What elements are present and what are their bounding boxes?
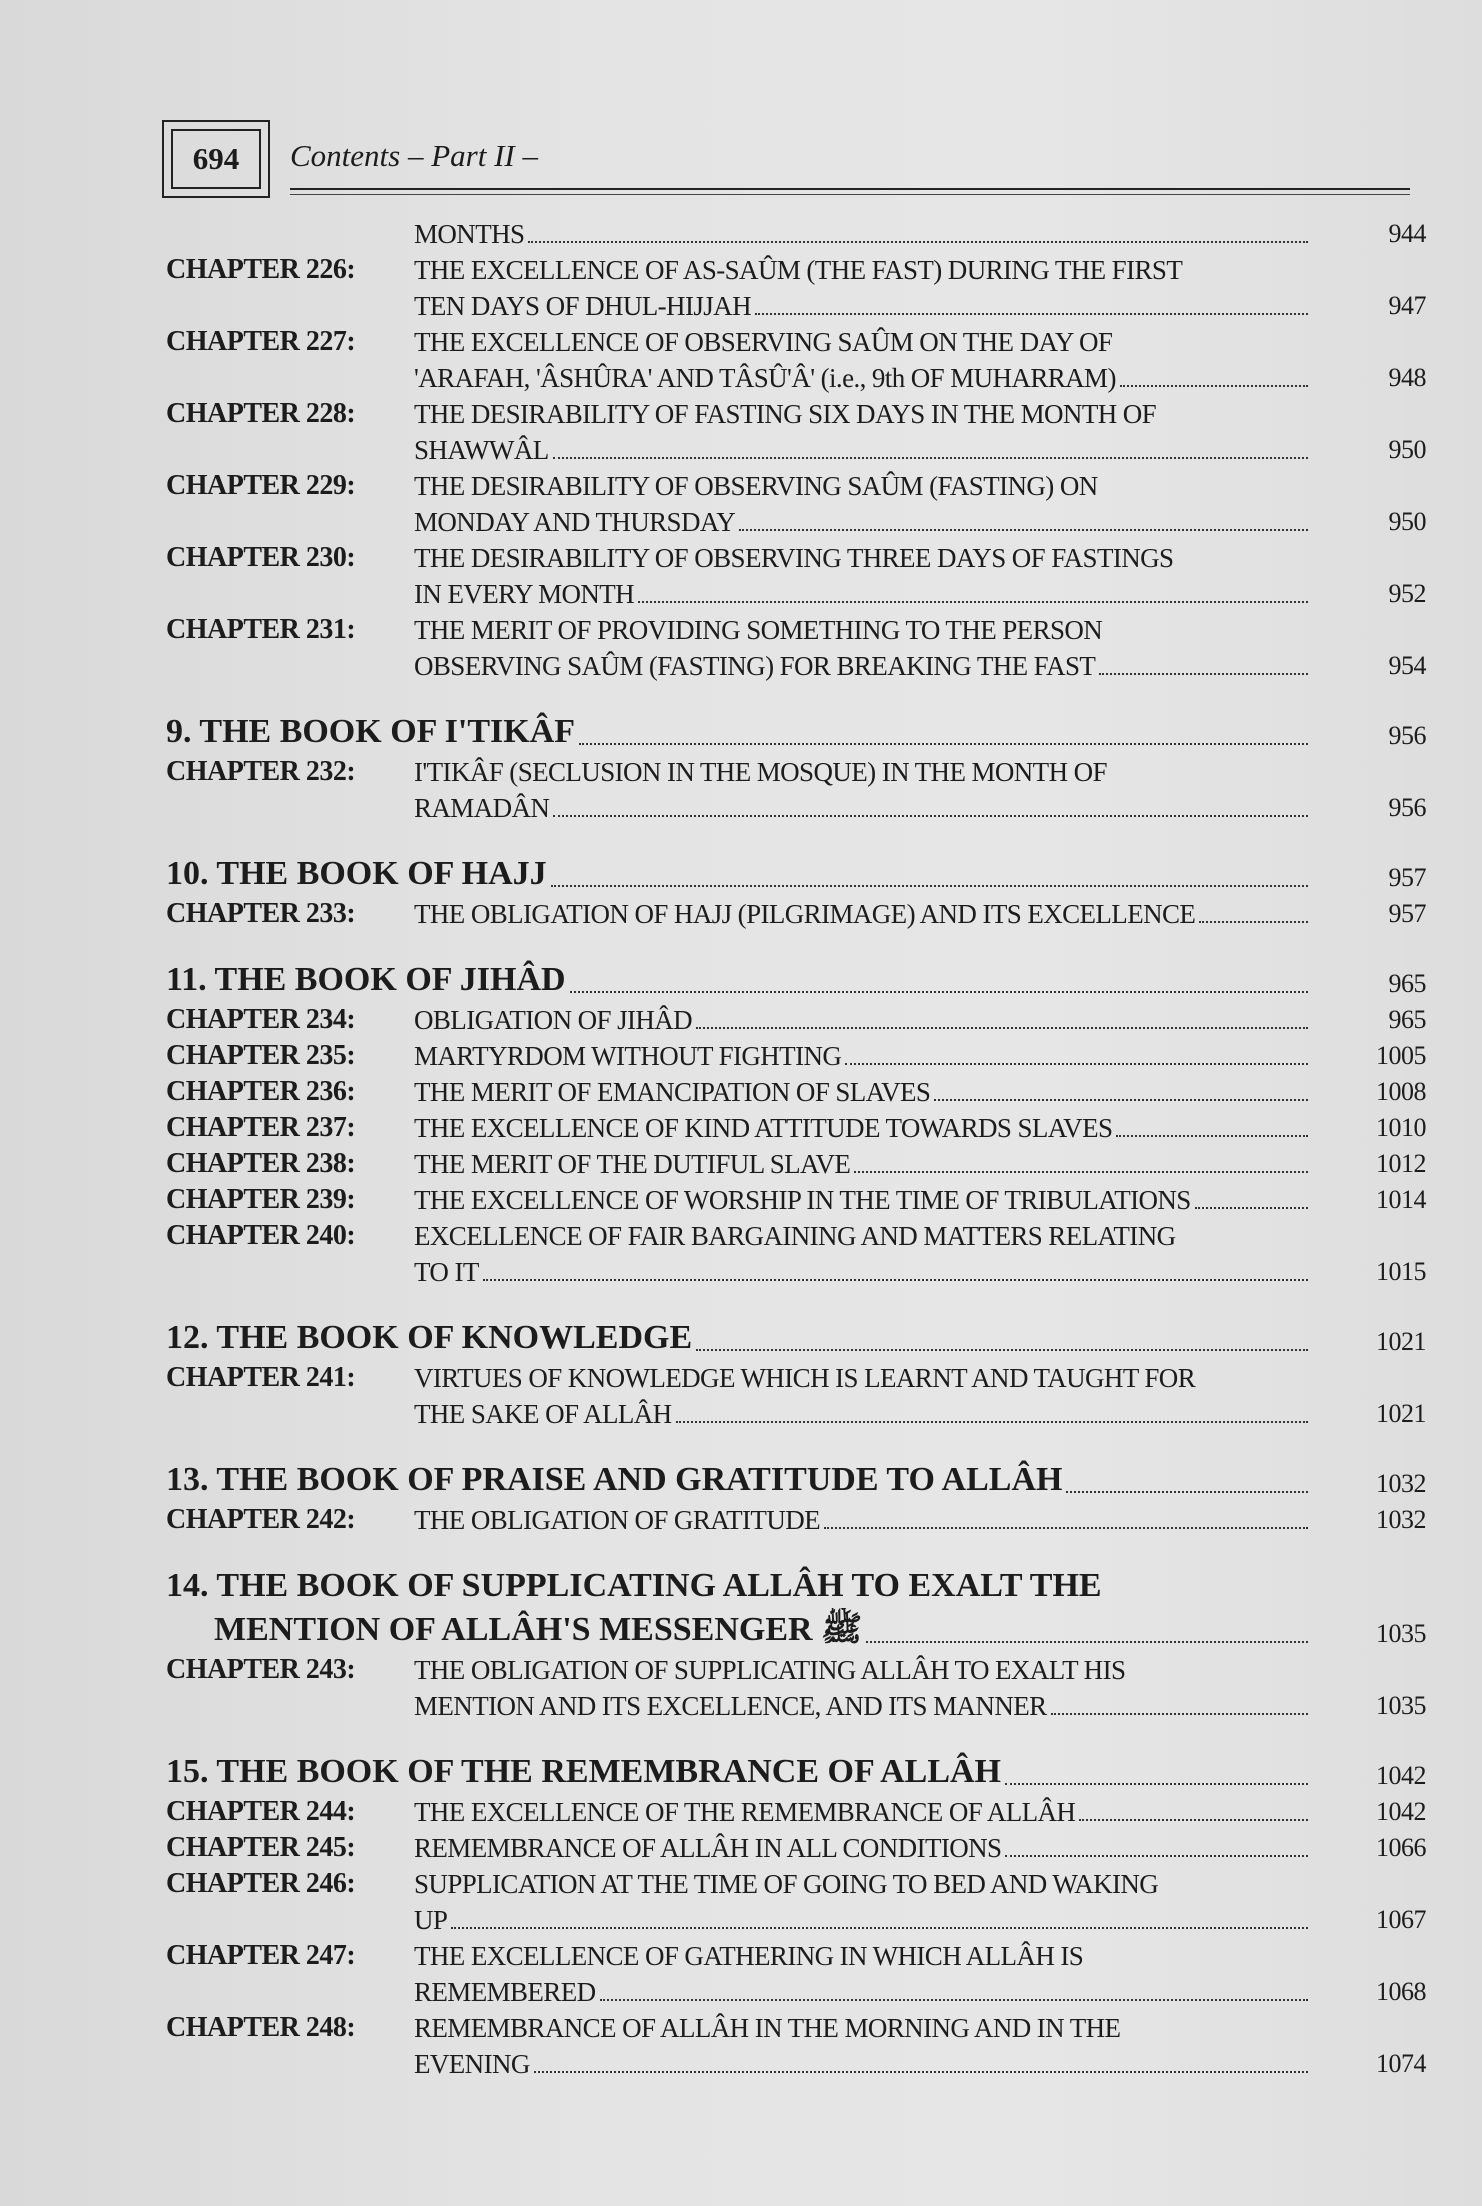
entry-title	[166, 1750, 1314, 1794]
entry-page-number: 1035	[1376, 1691, 1426, 1720]
entry-title-text: MONDAY AND THURSDAY	[414, 507, 736, 537]
entry-title-line	[414, 1110, 1314, 1146]
entry-title-text: EXCELLENCE OF FAIR BARGAINING AND MATTERS RELATING	[414, 1221, 1176, 1251]
entry-title-text: THE MERIT OF EMANCIPATION OF SLAVES	[414, 1077, 931, 1107]
entry-title-line	[414, 432, 1314, 468]
entry-title	[166, 852, 1314, 896]
entry-title	[414, 2010, 1314, 2082]
header-rule-thin	[290, 194, 1410, 195]
toc-book-entry	[166, 1458, 1426, 1502]
entry-title-line	[414, 504, 1314, 540]
entry-page-number: 1008	[1376, 1077, 1426, 1106]
entry-title-text: MONTHS	[414, 219, 525, 249]
chapter-label: CHAPTER 245:	[166, 1832, 356, 1863]
dot-leader	[1005, 1830, 1308, 1857]
chapter-label: CHAPTER 236:	[166, 1076, 356, 1107]
entry-title	[166, 958, 1314, 1002]
entry-page-number: 1035	[1376, 1619, 1426, 1648]
chapter-label: CHAPTER 231:	[166, 614, 356, 645]
toc-chapter-entry	[166, 1502, 1426, 1538]
entry-title-line	[414, 1360, 1314, 1396]
entry-title	[166, 710, 1314, 754]
toc-book-entry	[166, 710, 1426, 754]
entry-page-number: 1014	[1376, 1185, 1426, 1214]
header-rule	[290, 188, 1410, 190]
toc-chapter-entry	[166, 468, 1426, 540]
chapter-label: CHAPTER 242:	[166, 1504, 356, 1535]
entry-page-number: 954	[1388, 651, 1426, 680]
chapter-label: CHAPTER 248:	[166, 2012, 356, 2043]
entry-title-line	[414, 288, 1314, 324]
entry-title-text: 11. THE BOOK OF JIHÂD	[166, 961, 566, 998]
toc-chapter-entry	[166, 2010, 1426, 2082]
dot-leader	[1051, 1688, 1308, 1715]
entry-title-line	[414, 612, 1314, 648]
chapter-label: CHAPTER 232:	[166, 756, 356, 787]
entry-title-text: THE DESIRABILITY OF OBSERVING THREE DAYS OF FASTINGS	[414, 543, 1174, 573]
dot-leader	[1079, 1794, 1308, 1821]
entry-page-number: 956	[1388, 721, 1426, 750]
entry-title-text: IN EVERY MONTH	[414, 579, 635, 609]
toc-chapter-entry	[166, 1038, 1426, 1074]
toc-chapter-entry	[166, 540, 1426, 612]
entry-title-line	[414, 1502, 1314, 1538]
entry-title	[414, 540, 1314, 612]
entry-title	[166, 216, 1314, 252]
dot-leader	[579, 710, 1308, 745]
dot-leader	[824, 1502, 1308, 1529]
dot-leader	[1120, 360, 1308, 387]
entry-title-text: THE OBLIGATION OF HAJJ (PILGRIMAGE) AND ITS EXCELLENCE	[414, 899, 1196, 929]
toc-chapter-entry	[166, 324, 1426, 396]
toc-chapter-entry	[166, 1218, 1426, 1290]
page-number: 694	[171, 129, 261, 189]
chapter-label: CHAPTER 229:	[166, 470, 356, 501]
page-header	[162, 120, 1412, 210]
entry-title-line	[414, 576, 1314, 612]
entry-page-number: 950	[1388, 507, 1426, 536]
entry-title-line	[414, 896, 1314, 932]
toc-chapter-entry	[166, 216, 1426, 252]
entry-title	[166, 1458, 1314, 1502]
entry-title	[414, 612, 1314, 684]
entry-title-text: THE OBLIGATION OF GRATITUDE	[414, 1505, 821, 1535]
entry-title-line	[414, 1396, 1314, 1432]
entry-title	[414, 1146, 1314, 1182]
dot-leader	[845, 1038, 1308, 1065]
entry-title-text: THE MERIT OF PROVIDING SOMETHING TO THE PERSON	[414, 615, 1103, 645]
toc-chapter-entry	[166, 1830, 1426, 1866]
entry-page-number: 1066	[1376, 1833, 1426, 1862]
dot-leader	[600, 1974, 1308, 2001]
entry-title-text: 10. THE BOOK OF HAJJ	[166, 855, 547, 892]
entry-page-number: 1032	[1376, 1469, 1426, 1498]
toc-book-entry	[166, 1316, 1426, 1360]
entry-title-text: TO IT	[414, 1257, 479, 1287]
entry-title-text: UP	[414, 1905, 448, 1935]
entry-title-text: 13. THE BOOK OF PRAISE AND GRATITUDE TO ALLÂH	[166, 1461, 1063, 1498]
entry-title	[414, 1502, 1314, 1538]
entry-page-number: 947	[1388, 291, 1426, 320]
chapter-label: CHAPTER 227:	[166, 326, 356, 357]
entry-title-text: REMEMBERED	[414, 1977, 596, 2007]
entry-title-line	[166, 1750, 1314, 1794]
entry-title-text: REMEMBRANCE OF ALLÂH IN THE MORNING AND IN THE	[414, 2013, 1121, 2043]
dot-leader	[854, 1146, 1308, 1173]
toc-book-entry	[166, 1750, 1426, 1794]
entry-title-text: THE EXCELLENCE OF THE REMEMBRANCE OF ALLÂH	[414, 1797, 1076, 1827]
entry-page-number: 1012	[1376, 1149, 1426, 1178]
toc-chapter-entry	[166, 1866, 1426, 1938]
dot-leader	[866, 1608, 1308, 1643]
entry-page-number: 965	[1388, 969, 1426, 998]
entry-title-text: EVENING	[414, 2049, 530, 2079]
entry-title-line	[414, 540, 1314, 576]
entry-title-line	[414, 1974, 1314, 2010]
entry-title-line	[166, 710, 1314, 754]
entry-title-text: SHAWWÂL	[414, 435, 549, 465]
entry-page-number: 1032	[1376, 1505, 1426, 1534]
entry-title-text: SUPPLICATION AT THE TIME OF GOING TO BED AND WAKING	[414, 1869, 1159, 1899]
dot-leader	[696, 1316, 1308, 1351]
toc-chapter-entry	[166, 1794, 1426, 1830]
toc-book-entry	[166, 1564, 1426, 1652]
chapter-label: CHAPTER 237:	[166, 1112, 356, 1143]
entry-title-text: THE EXCELLENCE OF GATHERING IN WHICH ALLÂH IS	[414, 1941, 1084, 1971]
dot-leader	[553, 790, 1308, 817]
dot-leader	[553, 432, 1308, 459]
entry-title-line	[414, 1830, 1314, 1866]
entry-title-line	[414, 754, 1314, 790]
entry-title-text: OBSERVING SAÛM (FASTING) FOR BREAKING THE FAST	[414, 651, 1096, 681]
chapter-label: CHAPTER 246:	[166, 1868, 356, 1899]
dot-leader	[696, 1002, 1308, 1029]
dot-leader	[551, 852, 1308, 887]
entry-title-text: THE EXCELLENCE OF OBSERVING SAÛM ON THE DAY OF	[414, 327, 1113, 357]
entry-title-text: THE DESIRABILITY OF FASTING SIX DAYS IN THE MONTH OF	[414, 399, 1157, 429]
entry-title	[414, 1652, 1314, 1724]
entry-title-text: I'TIKÂF (SECLUSION IN THE MOSQUE) IN THE MONTH OF	[414, 757, 1107, 787]
chapter-label: CHAPTER 247:	[166, 1940, 356, 1971]
entry-title-line	[414, 790, 1314, 826]
entry-title	[414, 252, 1314, 324]
entry-page-number: 1005	[1376, 1041, 1426, 1070]
entry-title-line	[414, 1688, 1314, 1724]
entry-page-number: 1021	[1376, 1399, 1426, 1428]
toc-book-entry	[166, 852, 1426, 896]
entry-title-line	[166, 1458, 1314, 1502]
entry-title-line	[414, 1038, 1314, 1074]
entry-title-line	[414, 1866, 1314, 1902]
dot-leader	[638, 576, 1308, 603]
entry-title-text: 12. THE BOOK OF KNOWLEDGE	[166, 1319, 693, 1356]
dot-leader	[534, 2046, 1308, 2073]
entry-title-text: 15. THE BOOK OF THE REMEMBRANCE OF ALLÂH	[166, 1753, 1001, 1790]
entry-title-line	[414, 1902, 1314, 1938]
entry-page-number: 1042	[1376, 1797, 1426, 1826]
entry-page-number: 957	[1388, 899, 1426, 928]
toc-chapter-entry	[166, 1360, 1426, 1432]
entry-title-text: RAMADÂN	[414, 793, 550, 823]
entry-title	[414, 396, 1314, 468]
chapter-label: CHAPTER 238:	[166, 1148, 356, 1179]
dot-leader	[451, 1902, 1308, 1929]
entry-title-text: 14. THE BOOK OF SUPPLICATING ALLÂH TO EXALT THE	[166, 1567, 1102, 1604]
dot-leader	[1099, 648, 1308, 675]
chapter-label: CHAPTER 226:	[166, 254, 356, 285]
chapter-label: CHAPTER 228:	[166, 398, 356, 429]
dot-leader	[570, 958, 1308, 993]
entry-title	[414, 468, 1314, 540]
entry-title-text: REMEMBRANCE OF ALLÂH IN ALL CONDITIONS	[414, 1833, 1002, 1863]
entry-title-text: 'ARAFAH, 'ÂSHÛRA' AND TÂSÛ'Â' (i.e., 9th OF MUHARRAM)	[414, 363, 1116, 393]
toc-chapter-entry	[166, 1002, 1426, 1038]
toc-chapter-entry	[166, 612, 1426, 684]
entry-title-line	[166, 1608, 1314, 1652]
entry-page-number: 956	[1388, 793, 1426, 822]
entry-title	[414, 1038, 1314, 1074]
entry-title-text: VIRTUES OF KNOWLEDGE WHICH IS LEARNT AND TAUGHT FOR	[414, 1363, 1196, 1393]
entry-title-text: MARTYRDOM WITHOUT FIGHTING	[414, 1041, 842, 1071]
entry-title-text: OBLIGATION OF JIHÂD	[414, 1005, 693, 1035]
entry-page-number: 1068	[1376, 1977, 1426, 2006]
chapter-label: CHAPTER 241:	[166, 1362, 356, 1393]
entry-title-text: THE EXCELLENCE OF WORSHIP IN THE TIME OF TRIBULATIONS	[414, 1185, 1191, 1215]
entry-page-number: 1010	[1376, 1113, 1426, 1142]
toc-chapter-entry	[166, 252, 1426, 324]
entry-page-number: 950	[1388, 435, 1426, 464]
dot-leader	[1195, 1182, 1308, 1209]
toc-chapter-entry	[166, 1110, 1426, 1146]
chapter-label: CHAPTER 240:	[166, 1220, 356, 1251]
entry-title-line	[166, 1316, 1314, 1360]
entry-title-line	[414, 252, 1314, 288]
entry-title-line	[166, 958, 1314, 1002]
dot-leader	[755, 288, 1308, 315]
entry-title-line	[166, 1564, 1314, 1608]
dot-leader	[528, 216, 1308, 243]
toc-chapter-entry	[166, 1652, 1426, 1724]
entry-title	[414, 1002, 1314, 1038]
entry-title-line	[414, 1254, 1314, 1290]
dot-leader	[1005, 1750, 1308, 1785]
dot-leader	[483, 1254, 1308, 1281]
entry-title-text: THE SAKE OF ALLÂH	[414, 1399, 672, 1429]
entry-title-line	[414, 2046, 1314, 2082]
entry-title	[414, 896, 1314, 932]
toc-book-entry	[166, 958, 1426, 1002]
entry-title	[414, 1360, 1314, 1432]
entry-title-text: THE EXCELLENCE OF KIND ATTITUDE TOWARDS SLAVES	[414, 1113, 1113, 1143]
entry-page-number: 1015	[1376, 1257, 1426, 1286]
entry-page-number: 1074	[1376, 2049, 1426, 2078]
toc-chapter-entry	[166, 1074, 1426, 1110]
entry-title-line	[414, 1002, 1314, 1038]
toc-chapter-entry	[166, 1938, 1426, 2010]
toc-chapter-entry	[166, 1182, 1426, 1218]
entry-page-number: 965	[1388, 1005, 1426, 1034]
toc-chapter-entry	[166, 1146, 1426, 1182]
toc-chapter-entry	[166, 754, 1426, 826]
entry-title-text: THE OBLIGATION OF SUPPLICATING ALLÂH TO EXALT HIS	[414, 1655, 1126, 1685]
dot-leader	[739, 504, 1308, 531]
chapter-label: CHAPTER 230:	[166, 542, 356, 573]
entry-title-line	[414, 324, 1314, 360]
entry-title-line	[414, 2010, 1314, 2046]
entry-title-line	[414, 1182, 1314, 1218]
entry-title-line	[414, 648, 1314, 684]
dot-leader	[676, 1396, 1308, 1423]
table-of-contents	[166, 216, 1426, 2082]
entry-title-text: MENTION AND ITS EXCELLENCE, AND ITS MANNER	[414, 1691, 1047, 1721]
entry-title	[414, 754, 1314, 826]
entry-title-line	[414, 396, 1314, 432]
entry-page-number: 944	[1388, 219, 1426, 248]
entry-title-text: MENTION OF ALLÂH'S MESSENGER ﷺ	[214, 1611, 863, 1648]
entry-title-line	[414, 1652, 1314, 1688]
entry-title	[414, 1794, 1314, 1830]
entry-page-number: 948	[1388, 363, 1426, 392]
entry-title	[166, 1564, 1314, 1652]
chapter-label: CHAPTER 239:	[166, 1184, 356, 1215]
entry-title-line	[414, 1074, 1314, 1110]
entry-title-text: TEN DAYS OF DHUL-HIJJAH	[414, 291, 751, 321]
entry-title	[166, 1316, 1314, 1360]
running-title: Contents – Part II –	[290, 138, 538, 173]
page-number-box	[162, 120, 270, 198]
entry-title	[414, 1182, 1314, 1218]
entry-title	[414, 1938, 1314, 2010]
chapter-label: CHAPTER 243:	[166, 1654, 356, 1685]
entry-title-line	[414, 360, 1314, 396]
entry-page-number: 957	[1388, 863, 1426, 892]
dot-leader	[1066, 1458, 1308, 1493]
entry-title-line	[414, 1146, 1314, 1182]
entry-title-line	[166, 852, 1314, 896]
toc-chapter-entry	[166, 896, 1426, 932]
entry-title-line	[414, 1938, 1314, 1974]
entry-title	[414, 1110, 1314, 1146]
toc-chapter-entry	[166, 396, 1426, 468]
entry-title	[414, 1074, 1314, 1110]
entry-page-number: 1042	[1376, 1761, 1426, 1790]
chapter-label: CHAPTER 233:	[166, 898, 356, 929]
entry-title-line	[414, 216, 1314, 252]
entry-title-line	[414, 468, 1314, 504]
entry-title	[414, 1218, 1314, 1290]
dot-leader	[1199, 896, 1308, 923]
chapter-label: CHAPTER 244:	[166, 1796, 356, 1827]
entry-page-number: 952	[1388, 579, 1426, 608]
entry-title-text: 9. THE BOOK OF I'TIKÂF	[166, 713, 576, 750]
entry-title-text: THE DESIRABILITY OF OBSERVING SAÛM (FASTING) ON	[414, 471, 1098, 501]
entry-page-number: 1021	[1376, 1327, 1426, 1356]
entry-page-number: 1067	[1376, 1905, 1426, 1934]
chapter-label: CHAPTER 235:	[166, 1040, 356, 1071]
entry-title	[414, 324, 1314, 396]
dot-leader	[934, 1074, 1308, 1101]
entry-title-text: THE MERIT OF THE DUTIFUL SLAVE	[414, 1149, 851, 1179]
dot-leader	[1116, 1110, 1308, 1137]
entry-title-line	[414, 1794, 1314, 1830]
entry-title-text: THE EXCELLENCE OF AS-SAÛM (THE FAST) DURING THE FIRST	[414, 255, 1183, 285]
entry-title-line	[414, 1218, 1314, 1254]
chapter-label: CHAPTER 234:	[166, 1004, 356, 1035]
entry-title	[414, 1866, 1314, 1938]
entry-title	[414, 1830, 1314, 1866]
